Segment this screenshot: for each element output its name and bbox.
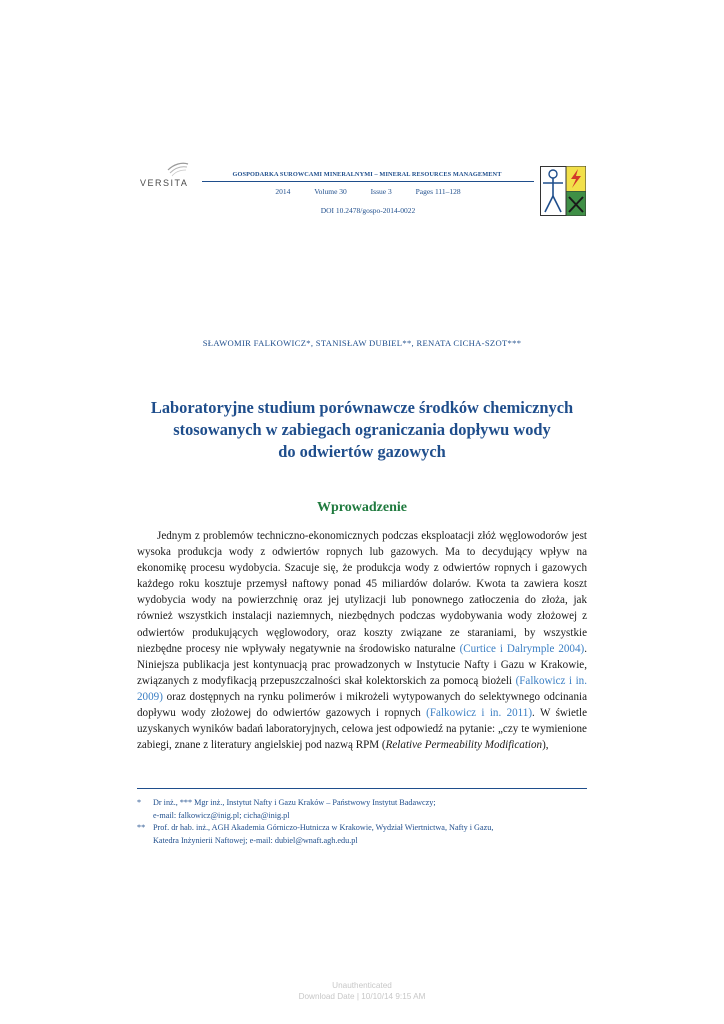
issue: Issue 3 xyxy=(370,187,392,196)
title-line: stosowanych w zabiegach ograniczania dopływu wody xyxy=(173,420,551,439)
footnote-mark: ** xyxy=(137,823,146,833)
footnote-line: Katedra Inżynierii Naftowej; e-mail: dubiel@wnaft.agh.edu.pl xyxy=(153,835,358,845)
issue-metadata xyxy=(202,187,534,196)
mineral-resources-logo-icon xyxy=(540,166,586,216)
body-segment: ), xyxy=(542,739,549,752)
doi: DOI 10.2478/gospo-2014-0022 xyxy=(320,206,416,215)
body-segment: . W świetle uzyskanych wyników badań laboratoryjnych, celowa jest odpowiedź na pytanie: „czy te wymienione zabiegi, znane z literatury angielskiej pod nazwą RPM ( xyxy=(137,707,587,752)
footnote-line: e-mail: falkowicz@inig.pl; cicha@inig.pl xyxy=(153,810,290,820)
title-line: do odwiertów gazowych xyxy=(278,442,446,461)
body-segment: oraz dostępnych na rynku polimerów i mikrożeli wytypowanych do selektywnego odcinania dopływu wody złożowej do odwiertów gazowych i ropnych xyxy=(137,690,587,720)
footnotes xyxy=(137,797,597,847)
body-segment: Jednym z problemów techniczno-ekonomicznych podczas eksploatacji złóż węglowodorów jest wysoka produkcja wody z odwiertów ropnych lub gazowych. Ma to decydujący wpływ na ekonomikę procesu wydobycia. Szacuje się, że produkcja wody z odwiertów ropnych i gazowych każdego roku kosztuje przemysł naftowy ponad 45 miliardów dolarów. Kwota ta zawiera koszt wydobycia wody na powierzchnię oraz jej utylizacji lub ponownego zatłoczenia do złoża, jak również wszystkich instalacji naziemnych, niezbędnych podczas wydobywania wody złożowej z odwiertów produkujących węglowodory, oraz koszty związane ze staraniami, by wszystkie niezbędne procesy nie wpływały negatywnie na środowisko naturalne xyxy=(137,530,587,655)
watermark-line: Download Date | 10/10/14 9:15 AM xyxy=(298,992,426,1001)
citation-link[interactable]: (Falkowicz i in. 2011) xyxy=(426,707,533,720)
volume: Volume 30 xyxy=(314,187,347,196)
title-line: Laboratoryjne studium porównawcze środków chemicznych xyxy=(150,398,574,417)
footnote xyxy=(137,797,597,822)
footnote-line: Dr inż., *** Mgr inż., Instytut Nafty i Gazu Kraków – Państwowy Instytut Badawczy; xyxy=(153,798,436,807)
citation-link[interactable]: (Falkowicz i in. 2009) xyxy=(137,674,588,703)
footnote-mark: * xyxy=(137,798,142,807)
authors: SŁAWOMIR FALKOWICZ*, STANISŁAW DUBIEL**, RENATA CICHA-SZOT*** xyxy=(202,338,522,348)
paragraph xyxy=(137,528,587,753)
download-watermark xyxy=(0,980,724,1002)
citation-link[interactable]: (Curtice i Dalrymple 2004) xyxy=(459,642,585,655)
versita-logo xyxy=(140,160,192,194)
year: 2014 xyxy=(275,187,291,196)
header-rule xyxy=(202,181,534,182)
body-segment: . Niniejsza publikacja jest kontynuacją prac prowadzonych w Instytucie Nafty i Gazu w Krakowie, związanych z modyfikacją przepuszczalności skał kolektorskich za pomocą biożeli xyxy=(137,642,588,687)
footnote-rule xyxy=(137,788,587,789)
section-heading: Wprowadzenie xyxy=(317,500,407,515)
article-title xyxy=(112,397,612,463)
journal-title: GOSPODARKA SUROWCAMI MINERALNYMI – MINERAL RESOURCES MANAGEMENT xyxy=(232,171,502,178)
body-text xyxy=(137,528,587,753)
publisher-logo-text: VERSITA xyxy=(140,178,189,188)
footnote-line: Prof. dr hab. inż., AGH Akademia Górniczo-Hutnicza w Krakowie, Wydział Wiertnictwa, Nafty i Gazu, xyxy=(153,823,494,833)
footnote xyxy=(137,822,597,847)
watermark-line: Unauthenticated xyxy=(332,981,392,990)
pages: Pages 111–128 xyxy=(415,187,461,196)
italic-term: Relative Permeability Modification xyxy=(385,739,543,752)
